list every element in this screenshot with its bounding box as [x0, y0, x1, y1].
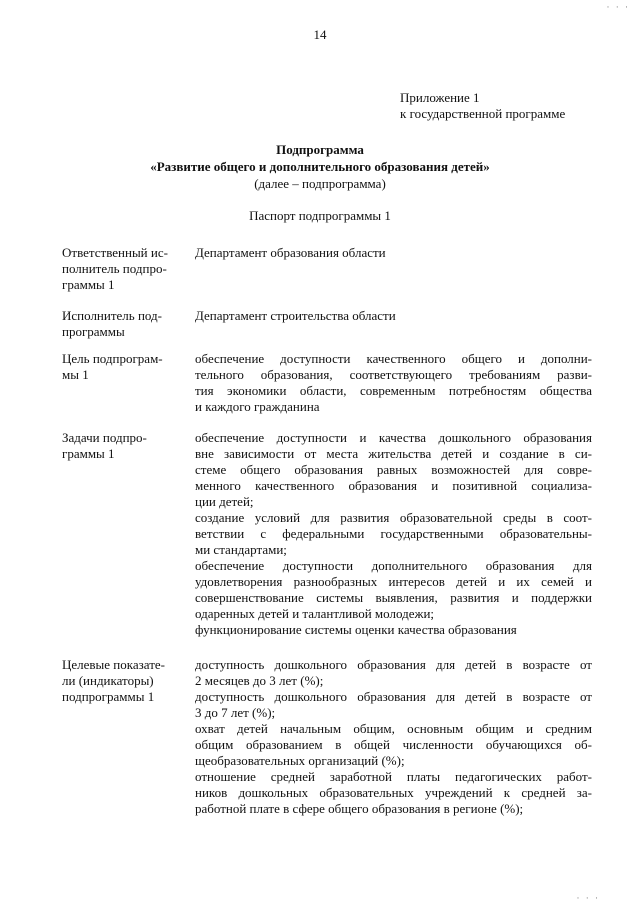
appendix-note [400, 90, 565, 122]
value-line: работной плате в сфере общего образования в регионе (%); [195, 801, 524, 816]
label-line: полнитель подпро- [62, 261, 167, 276]
row-value [195, 430, 592, 638]
scan-mark-top: · · · [606, 2, 630, 12]
value-line: удовлетворения разнообразных интересов детей и их семей и [195, 574, 592, 589]
value-line: и каждого гражданина [195, 399, 320, 414]
value-line: ции детей; [195, 494, 254, 509]
row-value [195, 308, 592, 324]
title-line-3: (далее – подпрограмма) [254, 176, 386, 191]
value-line: ников дошкольных образовательных учреждений к средней за- [195, 785, 592, 800]
subprogram-title [0, 141, 640, 192]
value-line: доступность дошкольного образования для детей в возрасте от [195, 657, 592, 672]
appendix-line-1: Приложение 1 [400, 90, 480, 105]
value-line: 2 месяцев до 3 лет (%); [195, 673, 324, 688]
label-line: ли (индикаторы) [62, 673, 154, 688]
passport-heading: Паспорт подпрограммы 1 [249, 208, 391, 223]
appendix-line-2: к государственной программе [400, 106, 566, 121]
value-line: стеме общего образования равных возможностей для совре- [195, 462, 592, 477]
row-label [62, 308, 184, 340]
value-line: создание условий для развития образовательной среды в соот- [195, 510, 592, 525]
row-label [62, 430, 184, 462]
value-line: отношение средней заработной платы педагогических работ- [195, 769, 592, 784]
label-line: Исполнитель под- [62, 308, 162, 323]
label-line: Целевые показате- [62, 657, 166, 672]
label-line: подпрограммы 1 [62, 689, 155, 704]
label-line: мы 1 [62, 367, 89, 382]
value-line: ветствии с федеральными государственными образовательны- [195, 526, 592, 541]
row-label [62, 657, 184, 705]
value-line: Департамент образования области [195, 245, 386, 260]
row-value [195, 657, 592, 817]
value-line: общим образованием в общей численности обучающихся об- [195, 737, 592, 752]
label-line: Цель подпрограм- [62, 351, 163, 366]
value-line: вне зависимости от места жительства детей и создание в си- [195, 446, 592, 461]
value-line: менного качественного образования и позитивной социализа- [195, 478, 592, 493]
value-line: щеобразовательных организаций (%); [195, 753, 405, 768]
value-line: Департамент строительства области [195, 308, 396, 323]
title-line-1: Подпрограмма [276, 142, 364, 157]
value-line: обеспечение доступности и качества дошкольного образования [195, 430, 592, 445]
title-line-2: «Развитие общего и дополнительного образования детей» [150, 159, 490, 174]
value-line: функционирование системы оценки качества образования [195, 622, 517, 637]
page-number: 14 [313, 27, 327, 42]
value-line: совершенствование системы выявления, развития и поддержки [195, 590, 592, 605]
value-line: охват детей начальным общим, основным общим и средним [195, 721, 592, 736]
value-line: одаренных детей и талантливой молодежи; [195, 606, 435, 621]
label-line: граммы 1 [62, 446, 115, 461]
row-label [62, 351, 184, 383]
label-line: программы [62, 324, 125, 339]
row-value [195, 351, 592, 415]
scan-mark-bottom: · · · [576, 893, 600, 903]
value-line: тельного образования, соответствующего требованиям разви- [195, 367, 592, 382]
value-line: тия экономики области, современным потребностям общества [195, 383, 592, 398]
label-line: граммы 1 [62, 277, 115, 292]
row-value [195, 245, 592, 261]
value-line: обеспечение доступности качественного общего и дополни- [195, 351, 592, 366]
value-line: 3 до 7 лет (%); [195, 705, 276, 720]
label-line: Ответственный ис- [62, 245, 168, 260]
value-line: обеспечение доступности дополнительного образования для [195, 558, 592, 573]
row-label [62, 245, 184, 293]
value-line: ми стандартами; [195, 542, 287, 557]
label-line: Задачи подпро- [62, 430, 147, 445]
value-line: доступность дошкольного образования для детей в возрасте от [195, 689, 592, 704]
